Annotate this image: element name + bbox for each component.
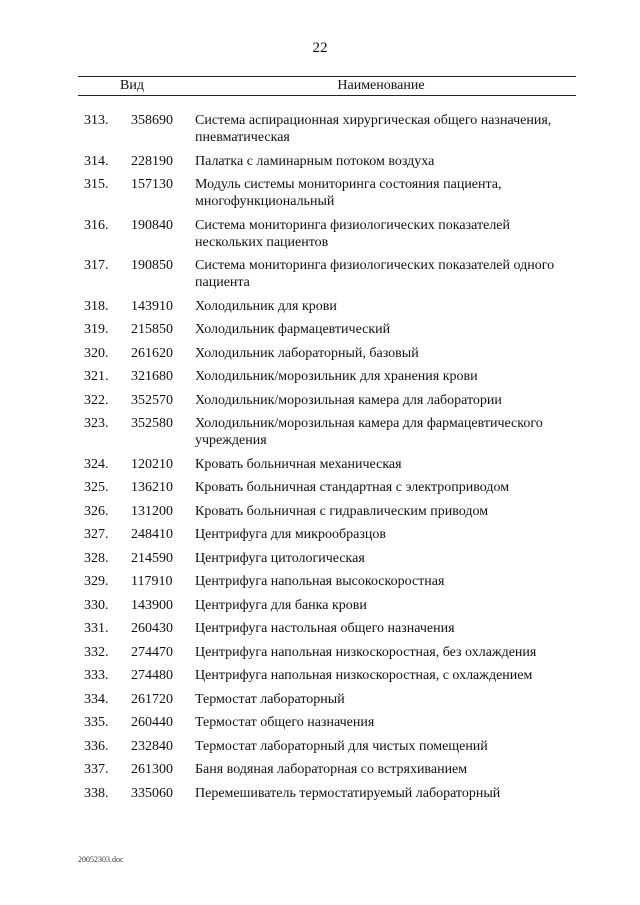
row-code: 248410 [131,527,173,542]
table-row [0,345,640,362]
table-row [0,112,640,146]
row-code: 143900 [131,597,173,613]
row-name: Система аспирационная хирургическая общего назначения, пневматическая [195,113,552,145]
row-name: Перемешиватель термостатируемый лабораторный [195,785,501,801]
row-number: 324. [84,456,109,472]
row-number: 333. [84,668,109,683]
row-name: Холодильник/морозильник для хранения крови [195,369,478,384]
row-code: 261720 [131,691,173,707]
row-code: 136210 [131,480,173,495]
table-row [0,298,640,315]
table-row [0,573,640,590]
table-row [0,503,640,520]
row-name: Центрифуга для микрообразцов [195,527,386,542]
table-row [0,714,640,731]
row-number: 315. [84,177,109,192]
row-number: 328. [84,550,109,566]
table-row [0,620,640,637]
row-code: 260430 [131,621,173,636]
row-name: Система мониторинга физиологических показателей нескольких пациентов [195,217,511,250]
row-code: 120210 [131,456,173,472]
row-name: Термостат лабораторный [195,691,345,707]
table-row [0,176,640,210]
table-row [0,257,640,291]
row-code: 261620 [131,345,173,361]
row-code: 117910 [131,574,173,589]
row-number: 327. [84,527,109,542]
table-row [0,456,640,473]
row-name: Центрифуга напольная низкоскоростная, с охлаждением [195,668,533,683]
row-code: 190840 [131,217,173,233]
row-name: Система мониторинга физиологических показателей одного пациента [195,258,555,290]
row-name: Холодильник лабораторный, базовый [195,345,419,361]
table-row [0,368,640,385]
row-code: 260440 [131,715,173,730]
row-name: Центрифуга настольная общего назначения [195,621,455,636]
row-name: Кровать больничная с гидравлическим приводом [195,503,489,519]
row-code: 261300 [131,762,173,777]
row-number: 334. [84,691,109,707]
row-name: Центрифуга для банка крови [195,597,367,613]
row-name: Термостат лабораторный для чистых помещений [195,738,488,754]
row-number: 317. [84,258,109,273]
row-code: 157130 [131,177,173,192]
table-row [0,392,640,409]
row-code: 274470 [131,644,173,660]
table-row [0,761,640,778]
row-code: 228190 [131,153,173,169]
row-number: 338. [84,785,109,801]
table-row [0,691,640,708]
row-number: 321. [84,369,109,384]
row-number: 320. [84,345,109,361]
header-kind: Вид [120,78,144,93]
row-name: Кровать больничная стандартная с электроприводом [195,480,510,495]
row-name: Кровать больничная механическая [195,456,402,472]
table-row [0,785,640,802]
row-number: 330. [84,597,109,613]
row-code: 143910 [131,298,173,314]
table-row [0,526,640,543]
header-name: Наименование [337,78,425,93]
row-number: 329. [84,574,109,589]
row-number: 322. [84,392,109,408]
table-row [0,321,640,338]
row-code: 352570 [131,392,173,408]
row-name: Холодильник для крови [195,298,337,314]
row-number: 336. [84,738,109,754]
table-row [0,738,640,755]
row-name: Холодильник/морозильная камера для лаборатории [195,392,502,408]
table-row [0,415,640,449]
row-code: 232840 [131,738,173,754]
row-number: 318. [84,298,109,314]
page-number: 22 [312,40,328,56]
table-row [0,217,640,251]
row-number: 313. [84,113,109,128]
row-code: 274480 [131,668,173,683]
row-number: 319. [84,322,109,337]
row-number: 331. [84,621,109,636]
row-number: 323. [84,416,109,431]
row-name: Модуль системы мониторинга состояния пациента, многофункциональный [195,177,502,209]
row-number: 325. [84,480,109,495]
row-name: Холодильник фармацевтический [195,322,391,337]
table-row [0,550,640,567]
row-code: 352580 [131,416,173,431]
table-body [0,112,640,808]
table-row [0,153,640,170]
row-code: 190850 [131,258,173,273]
row-name: Центрифуга напольная высокоскоростная [195,574,445,589]
row-number: 326. [84,503,109,519]
row-name: Палатка с ламинарным потоком воздуха [195,153,435,169]
row-name: Центрифуга цитологическая [195,550,365,566]
table-row [0,597,640,614]
table-row [0,644,640,661]
table-row [0,479,640,496]
table-row [0,667,640,684]
row-code: 131200 [131,503,173,519]
row-number: 314. [84,153,109,169]
row-name: Баня водяная лабораторная со встряхиванием [195,762,468,777]
row-code: 215850 [131,322,173,337]
table-header [78,76,576,96]
row-number: 332. [84,644,109,660]
row-code: 321680 [131,369,173,384]
row-number: 335. [84,715,109,730]
row-name: Термостат общего назначения [195,715,375,730]
row-name: Холодильник/морозильная камера для фармацевтического учреждения [195,416,543,448]
row-code: 214590 [131,550,173,566]
document-filename: 20052303.doc [78,855,124,864]
row-code: 335060 [131,785,173,801]
row-number: 337. [84,762,109,777]
row-code: 358690 [131,113,173,128]
row-name: Центрифуга напольная низкоскоростная, без охлаждения [195,644,537,660]
row-number: 316. [84,217,109,233]
